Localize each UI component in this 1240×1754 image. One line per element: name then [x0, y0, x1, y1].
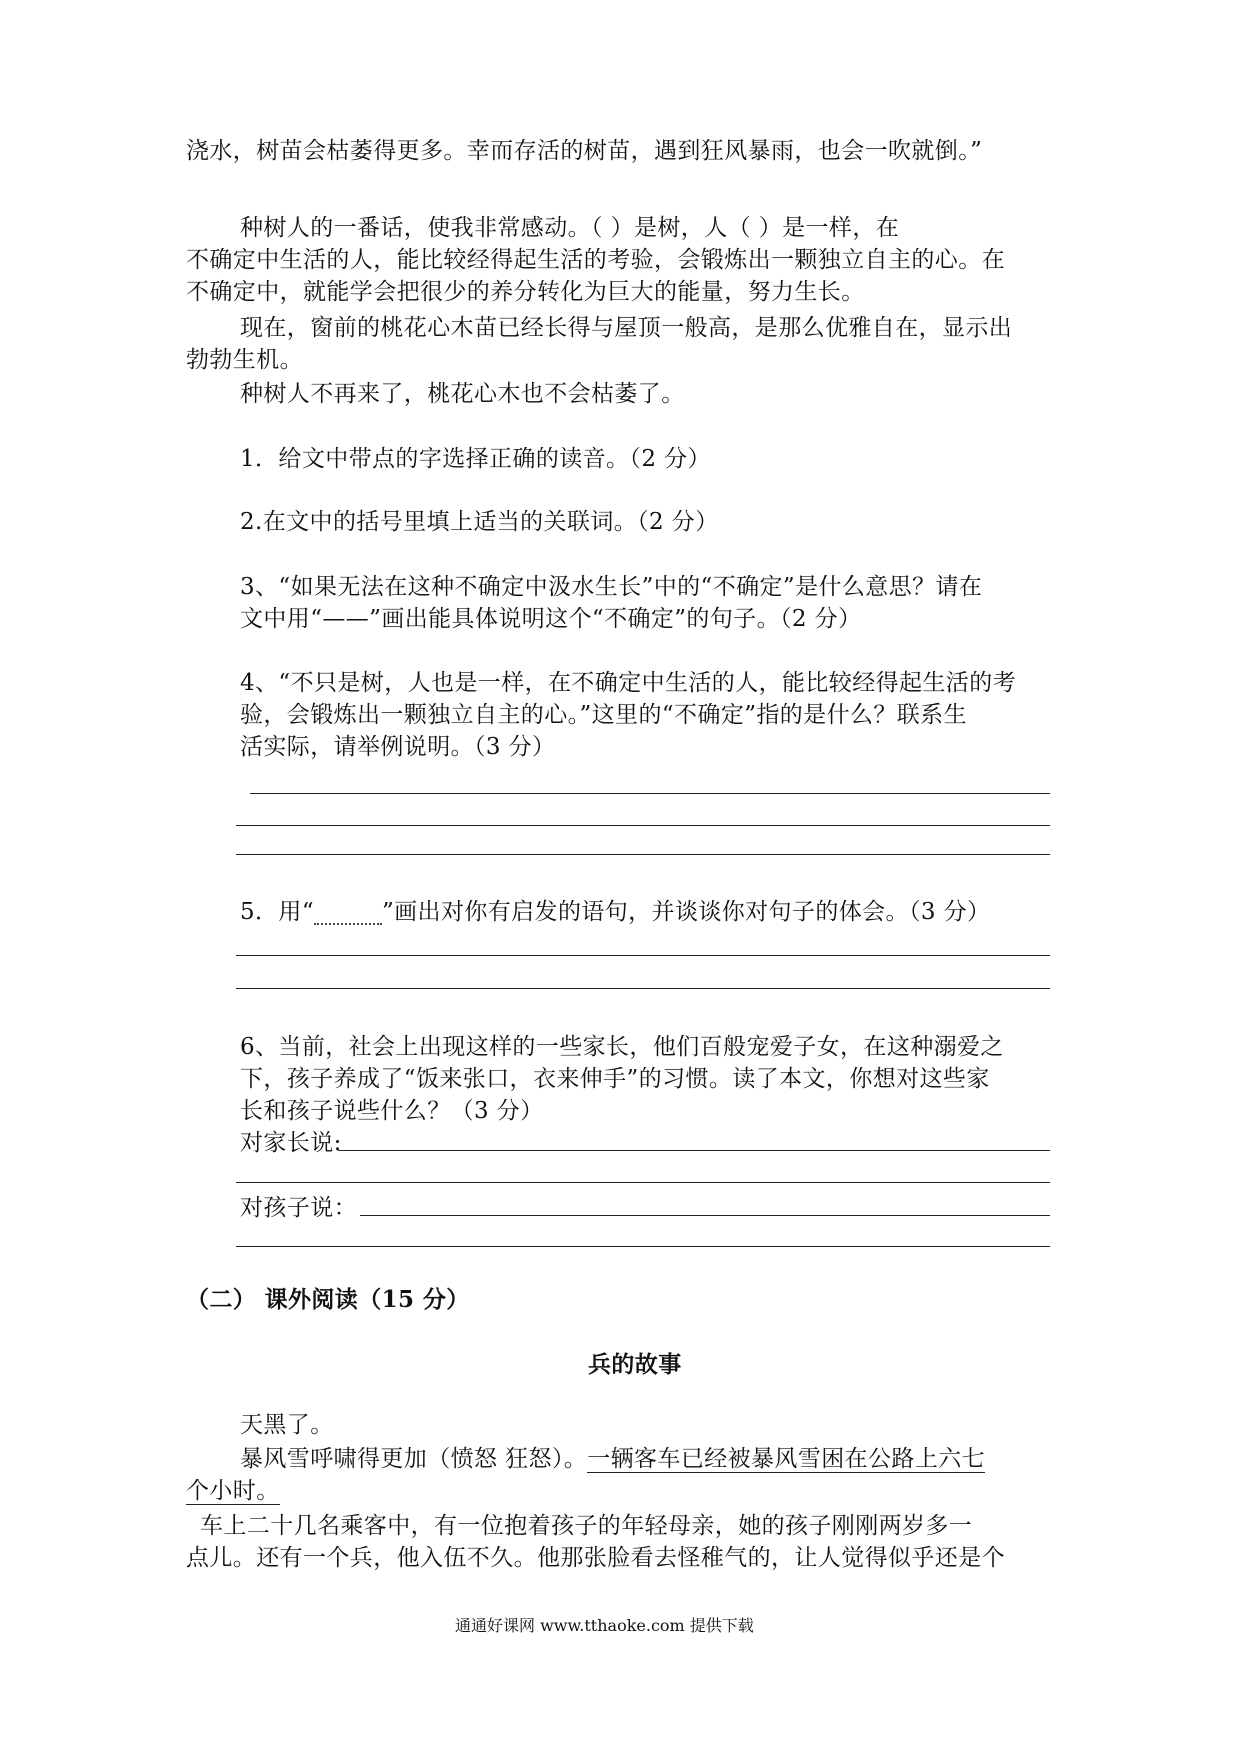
story-paragraph-line: 车上二十几名乘客中，有一位抱着孩子的年轻母亲，她的孩子刚刚两岁多一 [200, 1513, 973, 1539]
passage-paragraph-line: 现在，窗前的桃花心木苗已经长得与屋顶一般高，是那么优雅自在，显示出 [240, 315, 1013, 341]
passage-paragraph-line: 不确定中，就能学会把很少的养分转化为巨大的能量，努力生长。 [186, 279, 865, 305]
question-5-prefix: 5．用“ [240, 899, 314, 925]
question-4-line: 验，会锻炼出一颗独立自主的心。”这里的“不确定”指的是什么？联系生 [240, 702, 967, 728]
answer-line[interactable] [236, 825, 1050, 826]
question-5-suffix: ”画出对你有启发的语句，并谈谈你对句子的体会。（3 分） [382, 899, 991, 925]
passage-line-top: 浇水，树苗会枯萎得更多。幸而存活的树苗，遇到狂风暴雨，也会一吹就倒。” [186, 138, 983, 164]
story-paragraph [240, 1444, 985, 1474]
question-3-line: 3、“如果无法在这种不确定中汲水生长”中的“不确定”是什么意思？请在 [240, 574, 983, 600]
answer-line[interactable] [250, 793, 1050, 794]
wavy-line-mark [314, 913, 382, 925]
to-children-label: 对孩子说： [240, 1195, 357, 1221]
passage-paragraph-line: 勃勃生机。 [186, 347, 303, 373]
answer-line[interactable] [236, 988, 1050, 989]
question-3-line: 文中用“——”画出能具体说明这个“不确定”的句子。（2 分） [240, 606, 862, 632]
question-4-line: 4、“不只是树，人也是一样，在不确定中生活的人，能比较经得起生活的考 [240, 670, 1016, 696]
passage-paragraph-line: 不确定中生活的人，能比较经得起生活的考验，会锻炼出一颗独立自主的心。在 [186, 247, 1005, 273]
story-paragraph-line: 点儿。还有一个兵，他入伍不久。他那张脸看去怪稚气的，让人觉得似乎还是个 [186, 1545, 1005, 1571]
passage-paragraph-line: 种树人的一番话，使我非常感动。（ ）是树，人（ ）是一样，在 [240, 215, 900, 241]
question-5 [240, 897, 990, 927]
page-footer: 通通好课网 www.tthaoke.com 提供下载 [455, 1616, 754, 1635]
underlined-sentence: 个小时。 [186, 1478, 280, 1504]
passage-paragraph-line: 种树人不再来了，桃花心木也不会枯萎了。 [240, 381, 685, 407]
to-parents-label: 对家长说: [240, 1130, 342, 1156]
section-heading: （二） 课外阅读（15 分） [186, 1286, 470, 1313]
answer-line[interactable] [236, 1246, 1050, 1247]
to-children-answer-line[interactable] [360, 1215, 1050, 1216]
question-6-line: 长和孩子说些什么？（3 分） [240, 1098, 544, 1124]
question-1: 1．给文中带点的字选择正确的读音。（2 分） [240, 446, 711, 472]
story-text: 暴风雪呼啸得更加（愤怒 狂怒）。 [240, 1446, 588, 1472]
story-paragraph: 天黑了。 [240, 1412, 334, 1438]
question-6-line: 下，孩子养成了“饭来张口，衣来伸手”的习惯。读了本文，你想对这些家 [240, 1066, 990, 1092]
answer-line[interactable] [236, 955, 1050, 956]
story-title: 兵的故事 [588, 1351, 682, 1378]
underlined-sentence: 一辆客车已经被暴风雪困在公路上六七 [587, 1446, 986, 1472]
to-parents-answer-line[interactable] [338, 1150, 1050, 1151]
question-2: 2.在文中的括号里填上适当的关联词。（2 分） [240, 509, 719, 535]
answer-line[interactable] [236, 854, 1050, 855]
question-4-line: 活实际，请举例说明。（3 分） [240, 734, 556, 760]
story-paragraph [186, 1476, 280, 1506]
question-6-line: 6、当前，社会上出现这样的一些家长，他们百般宠爱子女，在这种溺爱之 [240, 1034, 1004, 1060]
answer-line[interactable] [236, 1182, 1050, 1183]
